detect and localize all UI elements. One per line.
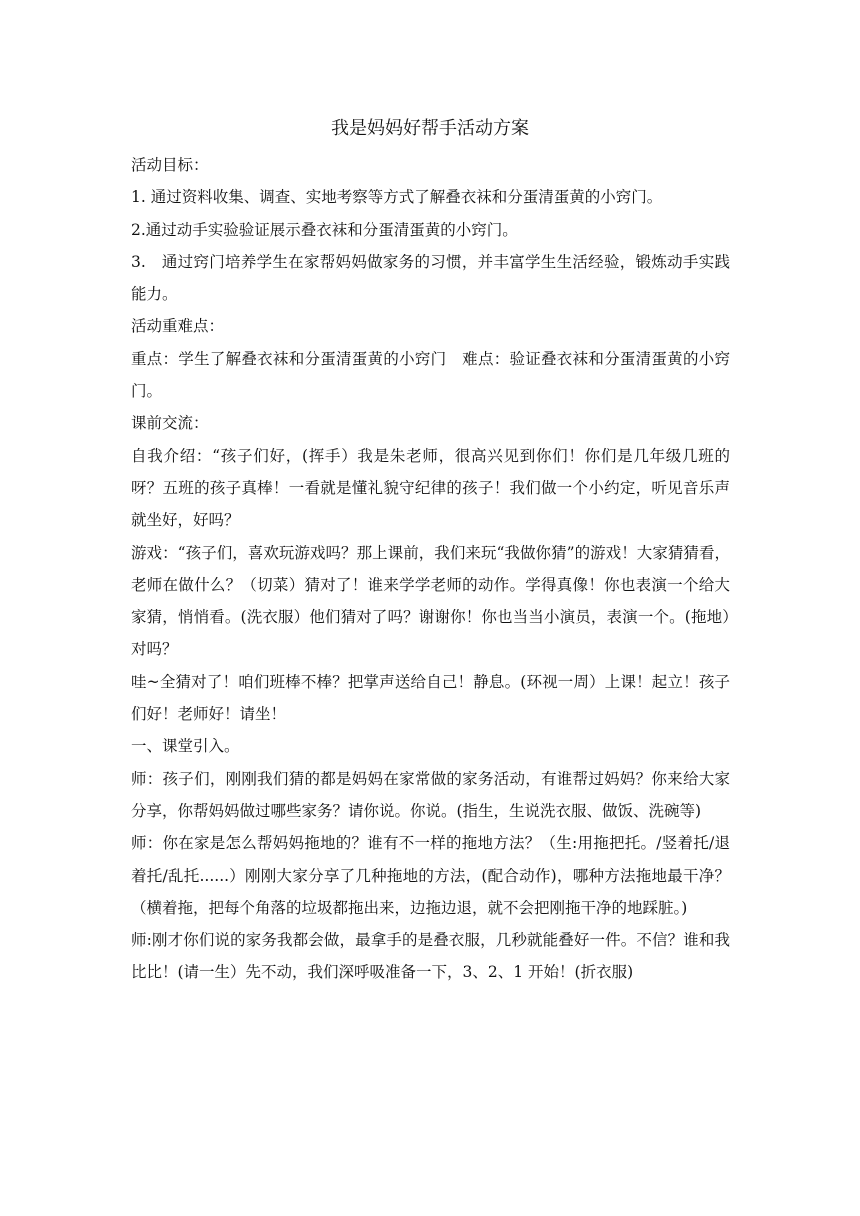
section-1-heading: 一、课堂引入。: [131, 737, 240, 756]
self-intro-paragraph: 自我介绍：“孩子们好，(挥手）我是朱老师，很高兴见到你们！你们是几年级几班的呀？五班的孩子真棒！一看就是懂礼貌守纪律的孩子！我们做一个小约定，听见音乐声就坐好，好吗？: [131, 446, 730, 530]
goals-heading: 活动目标：: [131, 156, 209, 174]
game-paragraph: 游戏：“孩子们，喜欢玩游戏吗？那上课前，我们来玩“我做你猜”的游戏！大家猜猜看，老师在做什么？（切菜）猜对了！谁来学学老师的动作。学得真像！你也表演一个给大家猜，悄悄看。(洗衣服）他们猜对了吗？谢谢你！你也当当小演员，表演一个。(拖地）对吗？: [131, 543, 730, 659]
pre-class-heading: 课前交流：: [131, 414, 209, 433]
goal-item-2: 2.通过动手实验验证展示叠衣袜和分蛋清蛋黄的小窍门。: [131, 220, 518, 239]
praise-paragraph: 哇~全猜对了！咱们班棒不棒？把掌声送给自己！静息。(环视一周）上课！起立！孩子们好！老师好！请坐！: [131, 672, 730, 724]
document-body: [131, 149, 730, 989]
goal-item-1: 1. 通过资料收集、调查、实地考察等方式了解叠衣袜和分蛋清蛋黄的小窍门。: [131, 188, 663, 207]
key-points-heading: 活动重难点：: [131, 317, 225, 336]
teacher-paragraph-2: 师：你在家是怎么帮妈妈拖地的？谁有不一样的拖地方法？（生:用拖把托。/竖着托/退着托/乱托......）刚刚大家分享了几种拖地的方法，(配合动作)，哪种方法拖地最干净？（横着拖，把每个角落的垃圾都拖出来，边拖边退，就不会把刚拖干净的地踩脏。): [131, 834, 730, 917]
document-title: 我是妈妈好帮手活动方案: [331, 118, 529, 139]
teacher-paragraph-1: 师：孩子们，刚刚我们猜的都是妈妈在家常做的家务活动，有谁帮过妈妈？你来给大家分享，你帮妈妈做过哪些家务？请你说。你说。(指生，生说洗衣服、做饭、洗碗等): [131, 769, 730, 820]
key-points-text: 重点：学生了解叠衣袜和分蛋清蛋黄的小窍门 难点：验证叠衣袜和分蛋清蛋黄的小窍门。: [131, 349, 730, 401]
goal-item-3: 3. 通过窍门培养学生在家帮妈妈做家务的习惯，并丰富学生生活经验，锻炼动手实践能力。: [131, 252, 730, 304]
teacher-paragraph-3: 师:刚才你们说的家务我都会做，最拿手的是叠衣服，几秒就能叠好一件。不信？谁和我比比！(请一生）先不动，我们深呼吸准备一下，3、2、1 开始！(折衣服): [131, 931, 730, 982]
